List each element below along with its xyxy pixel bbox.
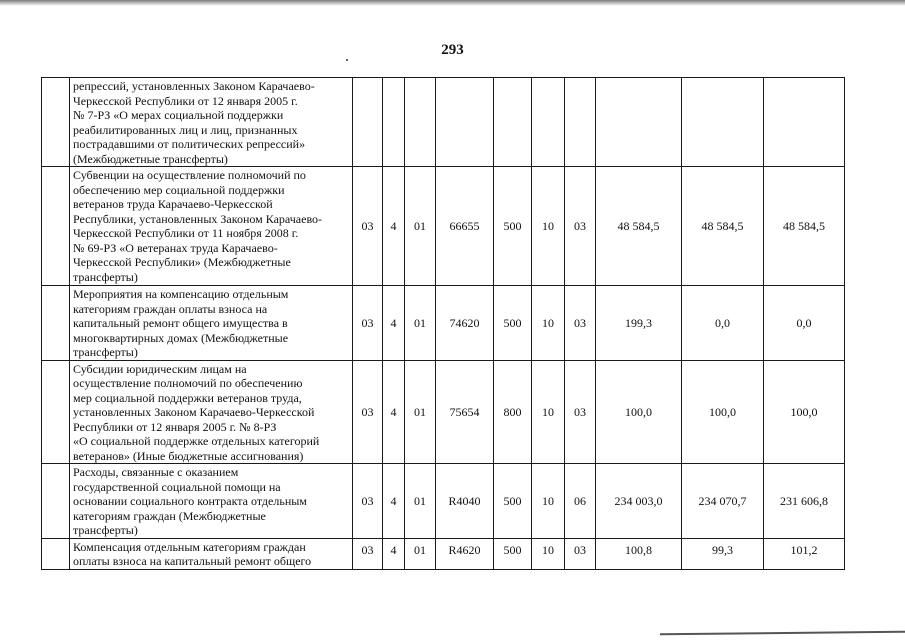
code-section: 10: [532, 464, 565, 539]
row-index-cell: [42, 360, 70, 464]
code-ministry: 03: [353, 286, 383, 361]
amount-year-3: [764, 78, 845, 167]
amount-year-3: 100,0: [764, 360, 845, 464]
row-index-cell: [42, 78, 70, 167]
amount-year-2: 0,0: [682, 286, 764, 361]
row-description: репрессий, установленных Законом Карачаево- Черкесской Республики от 12 января 2005 г. № 7-РЗ «О мерах социальной поддержки реабилитированных лиц и лиц, признанных пострадавшими от политических репрессий» (Межбюджетные трансферты): [70, 78, 353, 167]
code-ministry: 03: [353, 464, 383, 539]
table-row: [42, 286, 845, 361]
amount-year-3: 0,0: [764, 286, 845, 361]
amount-year-3: 231 606,8: [764, 464, 845, 539]
code-program-type: [383, 78, 405, 167]
code-program-type: 4: [383, 286, 405, 361]
code-expense-type: 500: [494, 538, 532, 569]
row-index-cell: [42, 464, 70, 539]
amount-year-2: 48 584,5: [682, 167, 764, 286]
code-direction: 66655: [436, 167, 494, 286]
amount-year-2: 100,0: [682, 360, 764, 464]
row-description: Расходы, связанные с оказанием государственной социальной помощи на основании социального контракта отдельным категориям граждан (Межбюджетные трансферты): [70, 464, 353, 539]
code-direction: R4040: [436, 464, 494, 539]
amount-year-1: 100,0: [596, 360, 682, 464]
code-expense-type: 800: [494, 360, 532, 464]
amount-year-1: 234 003,0: [596, 464, 682, 539]
row-index-cell: [42, 538, 70, 569]
code-ministry: 03: [353, 538, 383, 569]
code-ministry: 03: [353, 167, 383, 286]
row-description: Субсидии юридическим лицам на осуществление полномочий по обеспечению мер социальной поддержки ветеранов труда, установленных Законом Карачаево-Черкесской Республики от 12 января 2005 г. № 8-РЗ «О социальной поддержке отдельных категорий ветеранов» (Иные бюджетные ассигнования): [70, 360, 353, 464]
row-description: Субвенции на осуществление полномочий по обеспечению мер социальной поддержки ветеранов труда Карачаево-Черкесской Республики, установленных Законом Карачаево- Черкесской Республики от 11 ноября 2008 г. № 69-РЗ «О ветеранах труда Карачаево- Черкесской Республики» (Межбюджетные трансферты): [70, 167, 353, 286]
code-expense-type: [494, 78, 532, 167]
table-row: [42, 78, 845, 167]
code-section: [532, 78, 565, 167]
scan-bottom-edge: [660, 631, 905, 636]
code-subsection: 03: [565, 286, 596, 361]
code-direction: 74620: [436, 286, 494, 361]
page-number: 293: [441, 42, 464, 58]
amount-year-1: 199,3: [596, 286, 682, 361]
code-program-type: 4: [383, 167, 405, 286]
code-expense-type: 500: [494, 167, 532, 286]
table-row: [42, 538, 845, 569]
table-row: [42, 360, 845, 464]
code-expense-type: 500: [494, 286, 532, 361]
scan-top-edge: [0, 0, 905, 6]
code-subprogram: 01: [405, 286, 436, 361]
code-direction: R4620: [436, 538, 494, 569]
code-section: 10: [532, 360, 565, 464]
row-index-cell: [42, 167, 70, 286]
amount-year-2: 99,3: [682, 538, 764, 569]
code-direction: 75654: [436, 360, 494, 464]
amount-year-1: 100,8: [596, 538, 682, 569]
code-subprogram: 01: [405, 538, 436, 569]
code-ministry: [353, 78, 383, 167]
budget-table: [41, 77, 845, 570]
amount-year-2: [682, 78, 764, 167]
code-subprogram: 01: [405, 167, 436, 286]
amount-year-3: 101,2: [764, 538, 845, 569]
amount-year-2: 234 070,7: [682, 464, 764, 539]
code-subprogram: 01: [405, 464, 436, 539]
code-program-type: 4: [383, 538, 405, 569]
code-program-type: 4: [383, 464, 405, 539]
code-section: 10: [532, 286, 565, 361]
table-row: [42, 167, 845, 286]
code-direction: [436, 78, 494, 167]
code-subsection: 03: [565, 167, 596, 286]
code-section: 10: [532, 167, 565, 286]
code-subsection: 03: [565, 360, 596, 464]
code-expense-type: 500: [494, 464, 532, 539]
code-subprogram: 01: [405, 360, 436, 464]
scan-speck: [346, 59, 348, 61]
code-ministry: 03: [353, 360, 383, 464]
code-subsection: [565, 78, 596, 167]
row-description: Мероприятия на компенсацию отдельным категориям граждан оплаты взноса на капитальный ремонт общего имущества в многоквартирных домах (Межбюджетные трансферты): [70, 286, 353, 361]
row-index-cell: [42, 286, 70, 361]
amount-year-1: [596, 78, 682, 167]
code-section: 10: [532, 538, 565, 569]
table-row: [42, 464, 845, 539]
code-program-type: 4: [383, 360, 405, 464]
amount-year-1: 48 584,5: [596, 167, 682, 286]
code-subsection: 03: [565, 538, 596, 569]
code-subsection: 06: [565, 464, 596, 539]
row-description: Компенсация отдельным категориям граждан оплаты взноса на капитальный ремонт общего: [70, 538, 353, 569]
amount-year-3: 48 584,5: [764, 167, 845, 286]
code-subprogram: [405, 78, 436, 167]
